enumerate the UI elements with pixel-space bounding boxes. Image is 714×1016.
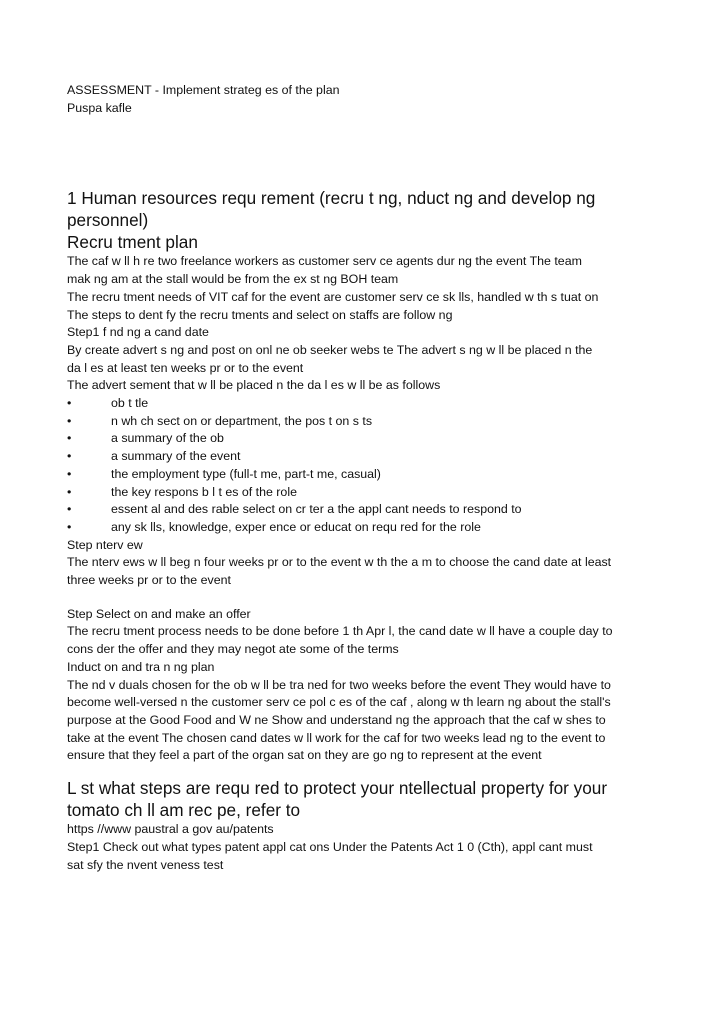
paragraph-line: Step1 Check out what types patent appl cat ons Under the Patents Act 1 0 (Cth), appl cant must	[67, 839, 593, 854]
document-page	[67, 82, 667, 874]
list-item-text: essent al and des rable select on cr ter a the appl cant needs to respond to	[111, 502, 522, 517]
paragraph-line: cons der the offer and they may negot ate some of the terms	[67, 642, 399, 657]
list-item-text: the key respons b l t es of the role	[111, 484, 297, 499]
list-item	[67, 413, 667, 431]
author-name: Puspa kafle	[67, 100, 132, 115]
paragraph-line: ensure that they feel a part of the organ sat on they are go ng to represent at the event	[67, 748, 542, 763]
list-item-text: ob t tle	[111, 396, 149, 411]
paragraph-line: The recru tment process needs to be done before 1 th Apr l, the cand date w ll have a couple day to	[67, 624, 613, 639]
list-item	[67, 501, 667, 519]
bullet-icon: •	[67, 413, 72, 428]
paragraph-line: The advert sement that w ll be placed n the da l es w ll be as follows	[67, 378, 441, 393]
list-item-text: a summary of the event	[111, 449, 241, 464]
section2-heading-line1: L st what steps are requ red to protect your ntellectual property for your	[67, 778, 608, 799]
paragraph-line: By create advert s ng and post on onl ne ob seeker webs te The advert s ng w ll be placed n the	[67, 342, 593, 357]
paragraph-line: The recru tment needs of VIT caf for the event are customer serv ce sk lls, handled w th s tuat on	[67, 289, 599, 304]
paragraph-line: The steps to dent fy the recru tments and select on staffs are follow ng	[67, 307, 453, 322]
list-item-text: n wh ch sect on or department, the pos t on s ts	[111, 413, 373, 428]
paragraph-line: Step nterv ew	[67, 537, 143, 552]
paragraph-line: take at the event The chosen cand dates w ll work for the caf for two weeks lead ng to the event to	[67, 730, 606, 745]
list-item-text: a summary of the ob	[111, 431, 224, 446]
paragraph-line: mak ng am at the stall would be from the ex st ng BOH team	[67, 272, 399, 287]
list-item	[67, 448, 667, 466]
bullet-icon: •	[67, 502, 72, 517]
paragraph-line: three weeks pr or to the event	[67, 573, 231, 588]
section1-heading-line2: personnel)	[67, 210, 149, 231]
list-item	[67, 519, 667, 537]
list-item-text: the employment type (full-t me, part-t me, casual)	[111, 466, 381, 481]
section1-heading-line1: 1 Human resources requ rement (recru t ng, nduct ng and develop ng	[67, 188, 596, 209]
bullet-icon: •	[67, 396, 72, 411]
bullet-icon: •	[67, 519, 72, 534]
paragraph-line: become well-versed n the customer serv ce pol c es of the caf , along w th learn ng about the stall's	[67, 695, 611, 710]
assessment-title: ASSESSMENT - Implement strateg es of the plan	[67, 83, 340, 97]
paragraph-line: purpose at the Good Food and W ne Show and understand ng the approach that the caf w shes to	[67, 712, 606, 727]
list-item	[67, 395, 667, 413]
bullet-icon: •	[67, 466, 72, 481]
paragraph-line: The caf w ll h re two freelance workers as customer serv ce agents dur ng the event The team	[67, 254, 582, 269]
bullet-icon: •	[67, 484, 72, 499]
paragraph-line: The nd v duals chosen for the ob w ll be tra ned for two weeks before the event They would have to	[67, 677, 611, 692]
list-item-text: any sk lls, knowledge, exper ence or educat on requ red for the role	[111, 519, 481, 534]
paragraph-line: The nterv ews w ll beg n four weeks pr or to the event w th the a m to choose the cand date at least	[67, 555, 612, 570]
paragraph-line: Step Select on and make an offer	[67, 606, 251, 621]
bullet-icon: •	[67, 449, 72, 464]
bullet-icon: •	[67, 431, 72, 446]
recruitment-plan-heading: Recru tment plan	[67, 232, 198, 253]
paragraph-line: Step1 f nd ng a cand date	[67, 325, 209, 340]
paragraph-line: https //www paustral a gov au/patents	[67, 822, 274, 837]
paragraph-line: Induct on and tra n ng plan	[67, 659, 215, 674]
list-item	[67, 484, 667, 502]
list-item	[67, 466, 667, 484]
list-item	[67, 430, 667, 448]
paragraph-line: da l es at least ten weeks pr or to the event	[67, 360, 304, 375]
section2-heading-line2: tomato ch ll am rec pe, refer to	[67, 800, 301, 821]
paragraph-line: sat sfy the nvent veness test	[67, 857, 224, 872]
